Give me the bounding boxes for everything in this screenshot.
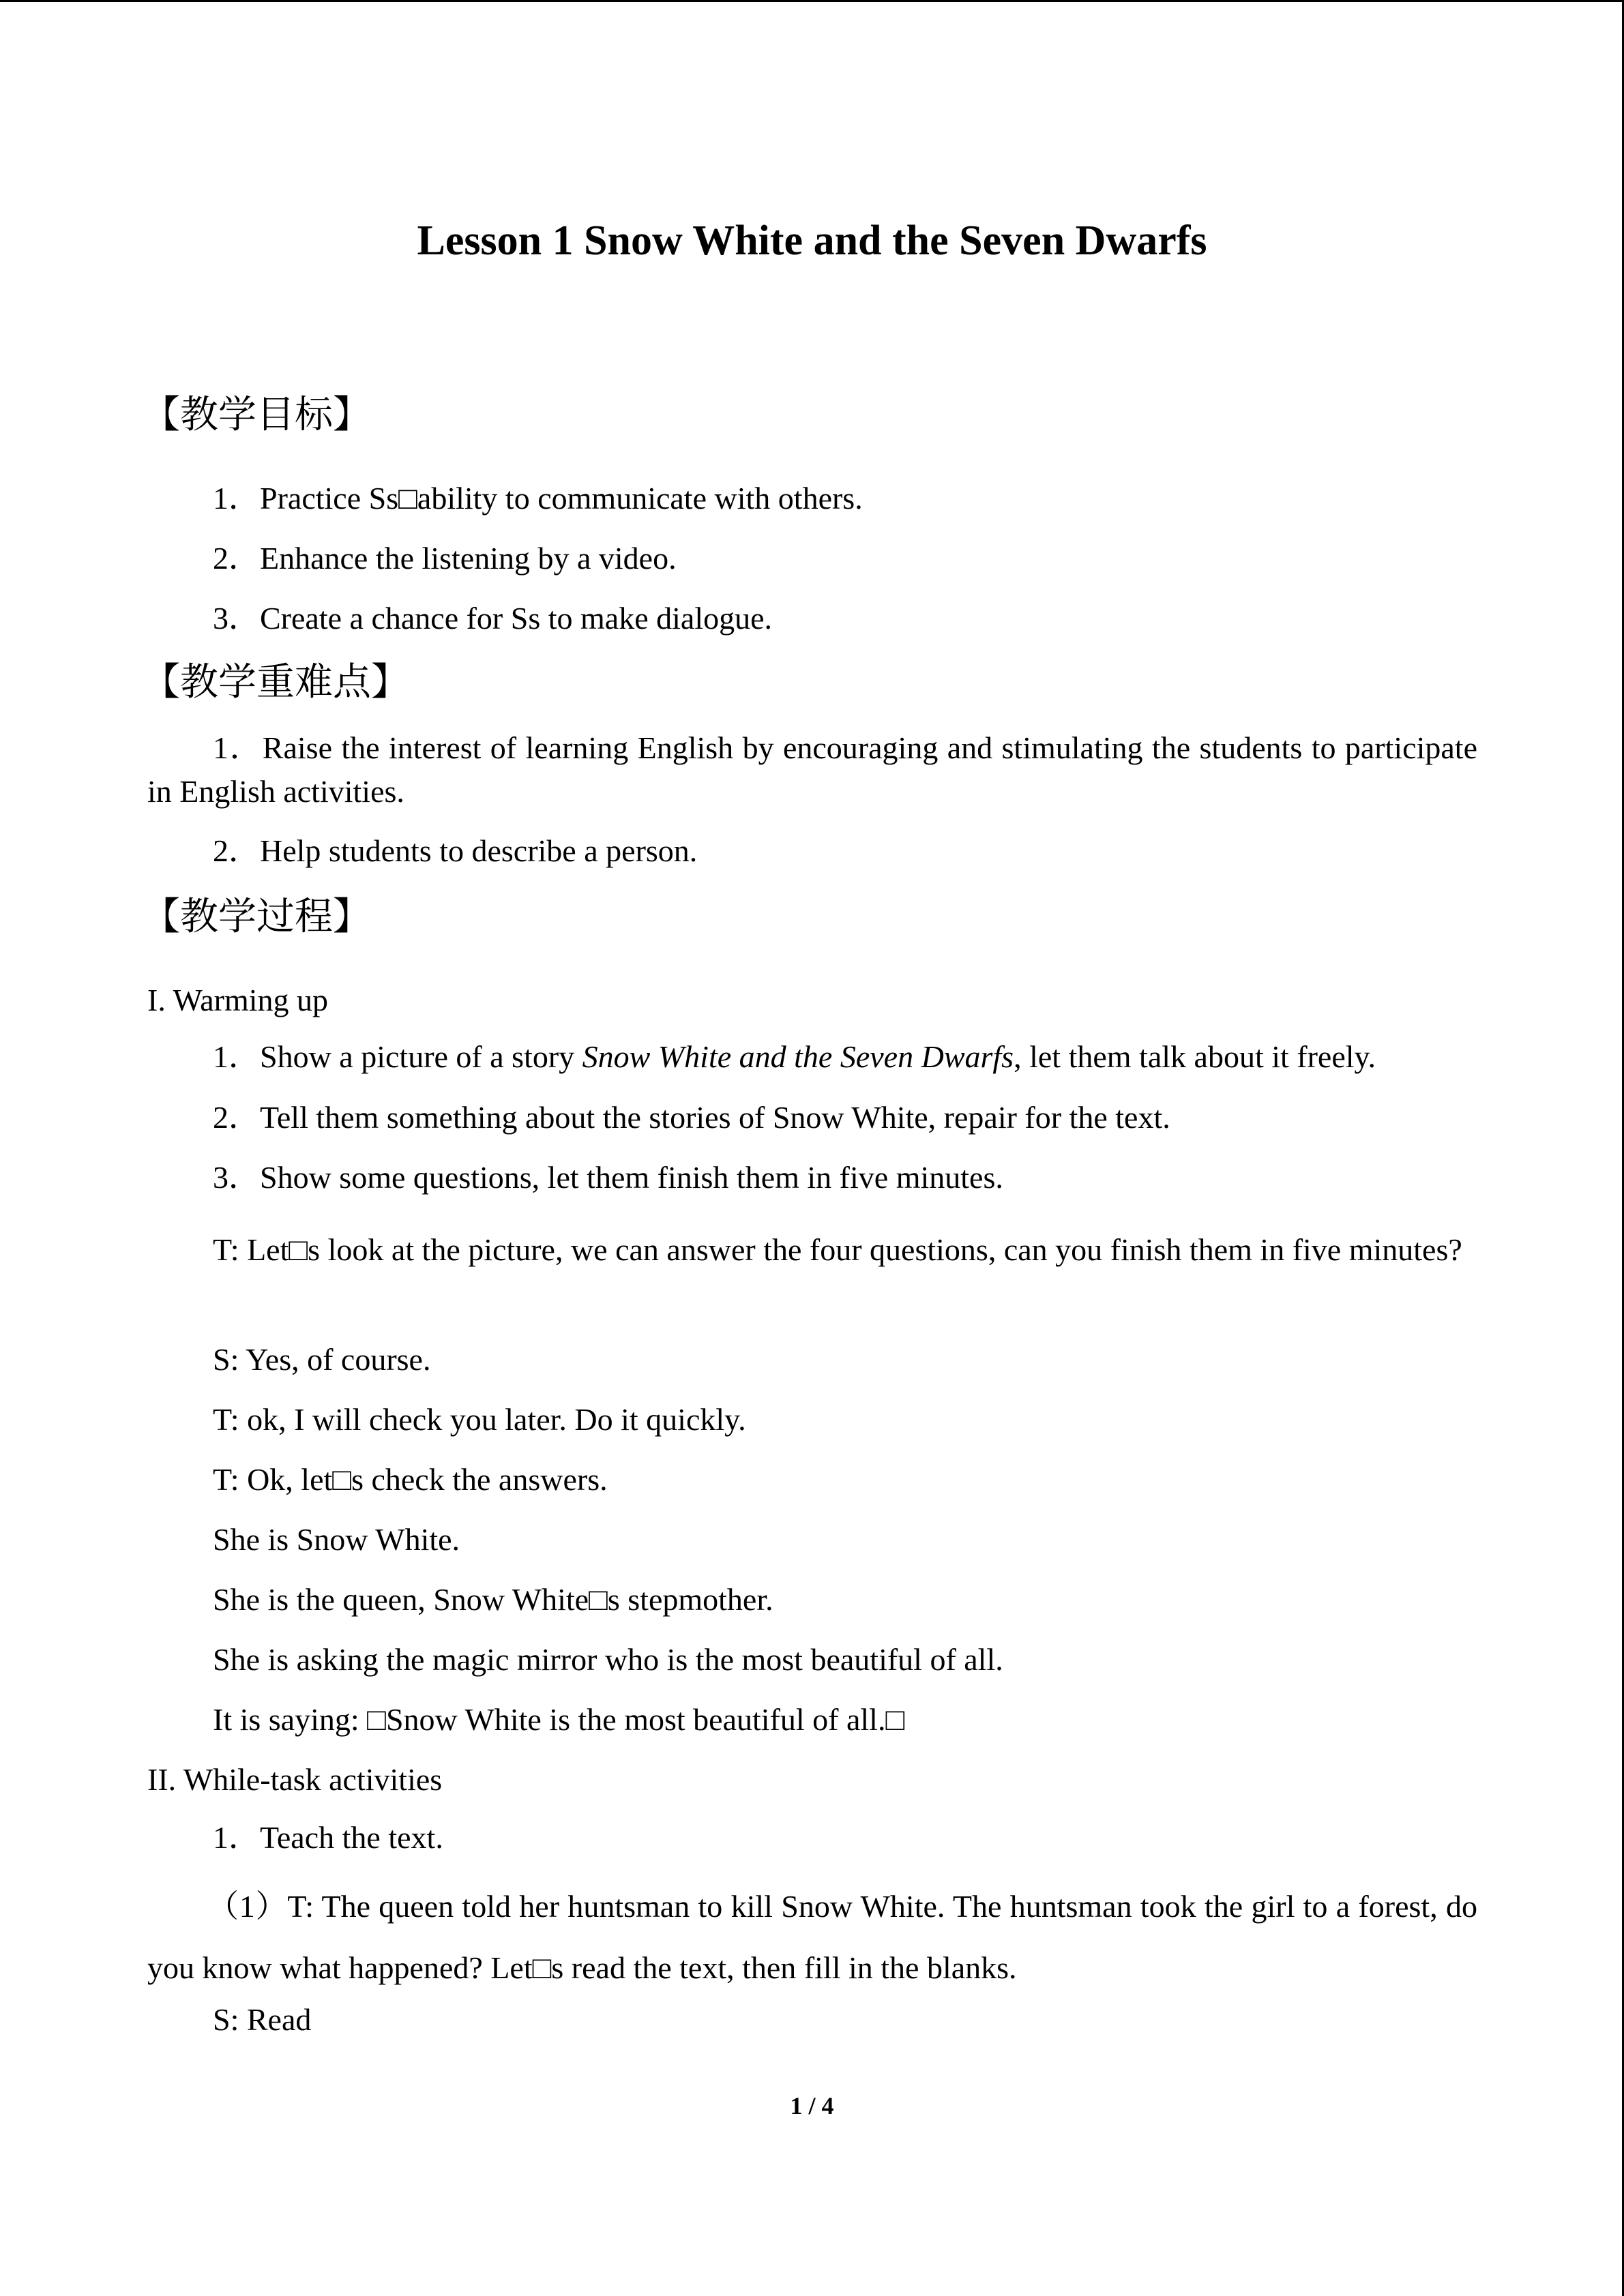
- document-title: Lesson 1 Snow White and the Seven Dwarfs: [417, 218, 1207, 264]
- warming-up-item-3: 3．Show some questions, let them finish them in five minutes.: [213, 1160, 1003, 1195]
- key-point-item-1: 1．Raise the interest of learning English by encouraging and stimulating the students to participate in English activities.: [147, 730, 1477, 809]
- key-points-heading: 【教学重难点】: [142, 660, 409, 704]
- warming-up-item-1: [213, 1036, 1376, 1078]
- story-title-italic: Snow White and the Seven Dwarfs: [582, 1039, 1014, 1074]
- dialogue-line-3: T: Ok, let□s check the answers.: [213, 1462, 608, 1497]
- warming-up-item-1-suffix: , let them talk about it freely.: [1014, 1039, 1376, 1074]
- dialogue-line-4: She is Snow White.: [213, 1522, 460, 1557]
- process-heading: 【教学过程】: [142, 895, 371, 939]
- while-task-paragraph: （1）T: The queen told her huntsman to kill Snow White. The huntsman took the girl to a forest, do you know what happened? Let□s read the text, then fill in the blanks.: [147, 1889, 1477, 1985]
- dialogue-line-6: She is asking the magic mirror who is the most beautiful of all.: [213, 1642, 1003, 1677]
- dialogue-line-2: T: ok, I will check you later. Do it quickly.: [213, 1402, 746, 1437]
- page-number: 1 / 4: [790, 2092, 834, 2119]
- warming-up-label: I. Warming up: [147, 983, 329, 1017]
- objective-item-1: 1．Practice Ss□ability to communicate with others.: [213, 481, 863, 516]
- objective-item-3: 3．Create a chance for Ss to make dialogue.: [213, 601, 773, 636]
- dialogue-line-5: She is the queen, Snow White□s stepmother.: [213, 1582, 773, 1617]
- objective-item-2: 2．Enhance the listening by a video.: [213, 541, 677, 576]
- teacher-dialogue-1: T: Let□s look at the picture, we can answer the four questions, can you finish them in five minutes?: [213, 1232, 1462, 1267]
- dialogue-line-7: It is saying: □Snow White is the most beautiful of all.□: [213, 1702, 905, 1737]
- warming-up-item-1-prefix: 1．Show a picture of a story: [213, 1039, 582, 1074]
- warming-up-item-2: 2．Tell them something about the stories of Snow White, repair for the text.: [213, 1100, 1170, 1135]
- while-task-label: II. While-task activities: [147, 1762, 443, 1797]
- while-task-item-1: 1．Teach the text.: [213, 1820, 443, 1855]
- student-read-line: S: Read: [213, 2002, 312, 2037]
- objectives-heading: 【教学目标】: [142, 393, 371, 437]
- key-point-item-2: 2．Help students to describe a person.: [213, 833, 698, 868]
- dialogue-line-1: S: Yes, of course.: [213, 1342, 431, 1377]
